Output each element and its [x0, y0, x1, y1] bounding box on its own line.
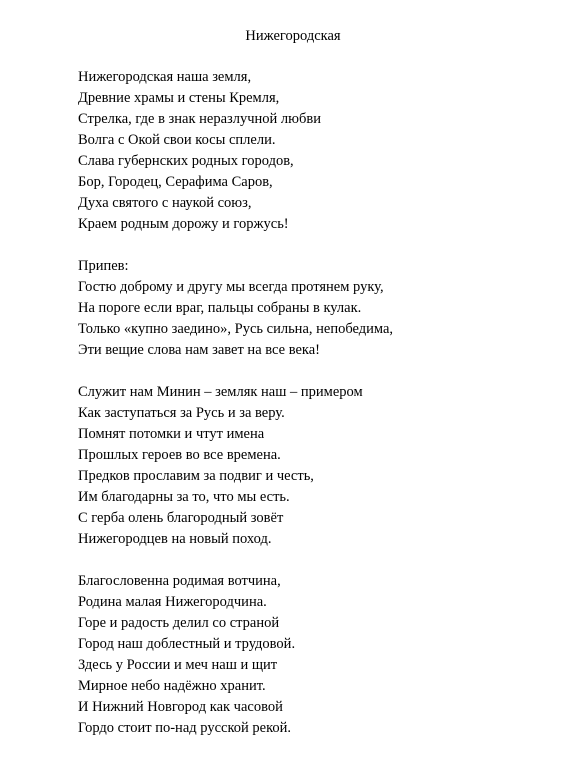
- poem-line: Благословенна родимая вотчина,: [78, 573, 281, 589]
- poem-line: Как заступаться за Русь и за веру.: [78, 405, 285, 421]
- poem-body: [78, 67, 558, 760]
- poem-line: Гостю доброму и другу мы всегда протянем руку,: [78, 279, 384, 295]
- poem-line: Мирное небо надёжно хранит.: [78, 678, 266, 694]
- poem-line: Бор, Городец, Серафима Саров,: [78, 174, 273, 190]
- poem-line: Нижегородцев на новый поход.: [78, 531, 272, 547]
- chorus-label: Припев:: [78, 258, 129, 274]
- poem-line: Помнят потомки и чтут имена: [78, 426, 265, 442]
- poem-line: Город наш доблестный и трудовой.: [78, 636, 296, 652]
- poem-line: Слава губернских родных городов,: [78, 153, 294, 169]
- stanza-3: [78, 571, 558, 739]
- poem-line: С герба олень благородный зовёт: [78, 510, 284, 526]
- poem-line: Стрелка, где в знак неразлучной любви: [78, 111, 321, 127]
- poem-line: Здесь у России и меч наш и щит: [78, 657, 278, 673]
- poem-line: Эти вещие слова нам завет на все века!: [78, 342, 320, 358]
- chorus-stanza: [78, 256, 558, 361]
- poem-line: Родина малая Нижегородчина.: [78, 594, 267, 610]
- poem-title: Нижегородская: [245, 28, 341, 44]
- poem-line: Краем родным дорожу и горжусь!: [78, 216, 289, 232]
- poem-line: На пороге если враг, пальцы собраны в кулак.: [78, 300, 362, 316]
- poem-line: Служит нам Минин – земляк наш – примером: [78, 384, 363, 400]
- poem-line: Древние храмы и стены Кремля,: [78, 90, 280, 106]
- poem-line: Предков прославим за подвиг и честь,: [78, 468, 314, 484]
- stanza-1: [78, 67, 558, 235]
- stanza-2: [78, 382, 558, 550]
- poem-line: Им благодарны за то, что мы есть.: [78, 489, 290, 505]
- poem-line: И Нижний Новгород как часовой: [78, 699, 283, 715]
- poem-line: Гордо стоит по-над русской рекой.: [78, 720, 292, 736]
- poem-line: Нижегородская наша земля,: [78, 69, 252, 85]
- poem-line: Духа святого с наукой союз,: [78, 195, 252, 211]
- poem-line: Прошлых героев во все времена.: [78, 447, 281, 463]
- poem-line: Волга с Окой свои косы сплели.: [78, 132, 276, 148]
- poem-line: Горе и радость делил со страной: [78, 615, 280, 631]
- poem-line: Только «купно заедино», Русь сильна, непобедима,: [78, 321, 394, 337]
